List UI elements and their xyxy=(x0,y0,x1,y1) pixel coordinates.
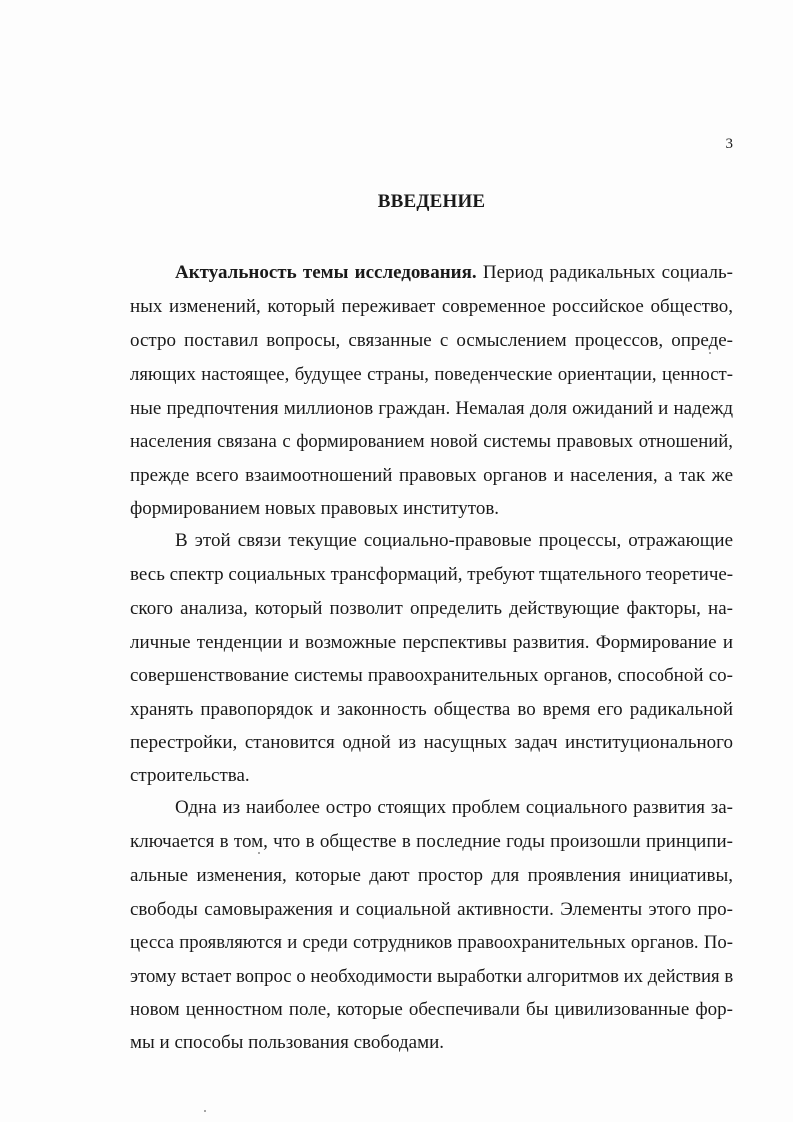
paragraph-2-line-2: весь спектр социальных трансформаций, требуют тщательного теоретиче- xyxy=(130,564,734,585)
paragraph-3-line-7: новом ценностном поле, которые обеспечивали бы цивилизованные фор- xyxy=(130,999,733,1020)
scan-speck xyxy=(204,1110,206,1112)
section-title: ВВЕДЕНИЕ xyxy=(377,191,486,212)
scan-speck xyxy=(258,852,260,854)
paragraph-2-line-8: строительства. xyxy=(130,765,250,786)
page-number: 3 xyxy=(725,136,733,152)
paragraph-3-line-3: альные изменения, которые дают простор для проявления инициативы, xyxy=(130,865,733,886)
paragraph-2-line-6: хранять правопорядок и законность общества во время его радикальной xyxy=(130,699,733,720)
paragraph-3-line-4: свободы самовыражения и социальной активности. Элементы этого про- xyxy=(130,899,733,920)
paragraph-3-line-2: ключается в том, что в обществе в последние годы произошли принципи- xyxy=(130,831,733,852)
paragraph-1-line-2: ных изменений, который переживает современное российское общество, xyxy=(130,296,733,317)
paragraph-3-line-6: этому встает вопрос о необходимости выработки алгоритмов их действия в xyxy=(130,966,734,987)
scan-speck xyxy=(709,352,711,354)
paragraph-2-line-5: совершенствование системы правоохранительных органов, способной со- xyxy=(130,665,733,686)
paragraph-3-line-8: мы и способы пользования свободами. xyxy=(130,1032,445,1053)
paragraph-3-line-1: Одна из наиболее остро стоящих проблем социального развития за- xyxy=(175,797,733,818)
paragraph-2-line-3: ского анализа, который позволит определить действующие факторы, на- xyxy=(130,598,733,619)
paragraph-1-line-5: ные предпочтения миллионов граждан. Немалая доля ожиданий и надежд xyxy=(130,398,733,419)
paragraph-1-line-4: ляющих настоящее, будущее страны, поведенческие ориентации, ценност- xyxy=(130,364,733,385)
paragraph-2-line-4: личные тенденции и возможные перспективы развития. Формирование и xyxy=(130,632,733,653)
paragraph-2-line-7: перестройки, становится одной из насущных задач институционального xyxy=(130,732,733,753)
paragraph-1-line-3: остро поставил вопросы, связанные с осмыслением процессов, опреде- xyxy=(130,330,733,351)
paragraph-1-line-6: населения связана с формированием новой системы правовых отношений, xyxy=(130,431,733,452)
paragraph-2-line-1: В этой связи текущие социально-правовые процессы, отражающие xyxy=(175,530,733,551)
paragraph-3-line-5: цесса проявляются и среди сотрудников правоохранительных органов. По- xyxy=(130,932,733,953)
paragraph-1-line-7: прежде всего взаимоотношений правовых органов и населения, а так же xyxy=(130,465,733,486)
paragraph-lead: Актуальность темы исследования. xyxy=(175,262,477,283)
paragraph-1-line-1 xyxy=(175,262,733,284)
paragraph-text: Период радикальных социаль- xyxy=(476,262,733,283)
paragraph-1-line-8: формированием новых правовых институтов. xyxy=(130,498,500,519)
